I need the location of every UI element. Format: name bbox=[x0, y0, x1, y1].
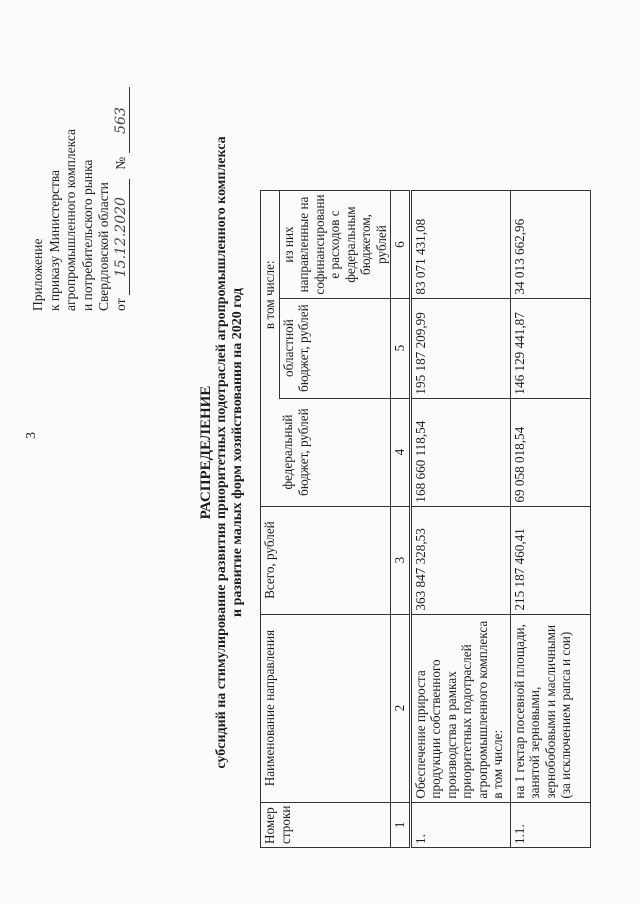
row-number: 1.1. bbox=[510, 802, 590, 847]
column-number-row bbox=[391, 191, 411, 848]
date-prefix: от bbox=[112, 298, 128, 311]
appendix-line-3: агропромышленного комплекса bbox=[63, 129, 78, 311]
row-regional: 195 187 209,99 bbox=[410, 298, 510, 398]
appendix-line-1: Приложение bbox=[30, 238, 45, 311]
page-number: 3 bbox=[24, 432, 39, 439]
distribution-table bbox=[260, 190, 591, 848]
handwritten-number: 563 bbox=[113, 88, 131, 154]
appendix-line-2: к приказу Министерства bbox=[46, 169, 62, 311]
row-cofinancing: 34 013 662,96 bbox=[510, 191, 590, 298]
header-row-number: Номер строки bbox=[261, 802, 391, 847]
column-number: 4 bbox=[391, 398, 411, 506]
appendix-block bbox=[30, 88, 130, 312]
appendix-date-line bbox=[113, 88, 131, 312]
row-federal: 168 660 118,54 bbox=[410, 398, 510, 506]
row-total: 363 847 328,53 bbox=[410, 506, 510, 614]
header-total: Всего, рублей bbox=[261, 506, 391, 614]
column-number: 3 bbox=[391, 506, 411, 614]
table-row bbox=[510, 191, 590, 848]
header-cofinancing: из них направленные на софинансировани е расходов с федеральным бюджетом, рублей bbox=[279, 191, 391, 298]
header-direction: Наименование направления bbox=[261, 614, 391, 802]
header-federal: федеральный бюджет, рублей bbox=[279, 398, 391, 506]
header-regional: областной бюджет, рублей bbox=[279, 298, 391, 398]
header-row-1 bbox=[261, 191, 280, 848]
row-regional: 146 129 441,87 bbox=[510, 298, 590, 398]
header-including: в том числе: bbox=[261, 191, 280, 398]
number-label: № bbox=[112, 156, 128, 170]
document-subtitle-line-2: и развитие малых форм хозяйствования на 2020 год bbox=[230, 288, 245, 617]
handwritten-date: 15.12.2020 bbox=[113, 179, 131, 295]
appendix-line-5: Свердловской области bbox=[96, 182, 111, 311]
column-number: 1 bbox=[391, 802, 411, 847]
table-row bbox=[410, 191, 510, 848]
row-number: 1. bbox=[410, 802, 510, 847]
appendix-line-4: и потребительского рынка bbox=[79, 159, 95, 311]
document-title: РАСПРЕДЕЛЕНИЕ bbox=[198, 385, 214, 520]
row-cofinancing: 83 071 431,08 bbox=[410, 191, 510, 298]
column-number: 5 bbox=[391, 298, 411, 398]
row-federal: 69 058 018,54 bbox=[510, 398, 590, 506]
row-direction: Обеспечение прироста продукции собственного производства в рамках приоритетных подотраслей агропромышленного комплекса в том числе: bbox=[410, 614, 510, 802]
row-total: 215 187 460,41 bbox=[510, 506, 590, 614]
document-subtitle-line-1: субсидий на стимулирование развития приоритетных подотраслей агропромышленного комплекса bbox=[214, 136, 229, 769]
row-direction: на 1 гектар посевной площади, занятой зерновыми, зернобобовыми и масличными (за исключением рапса и сои) bbox=[510, 614, 590, 802]
column-number: 6 bbox=[391, 191, 411, 298]
column-number: 2 bbox=[391, 614, 411, 802]
